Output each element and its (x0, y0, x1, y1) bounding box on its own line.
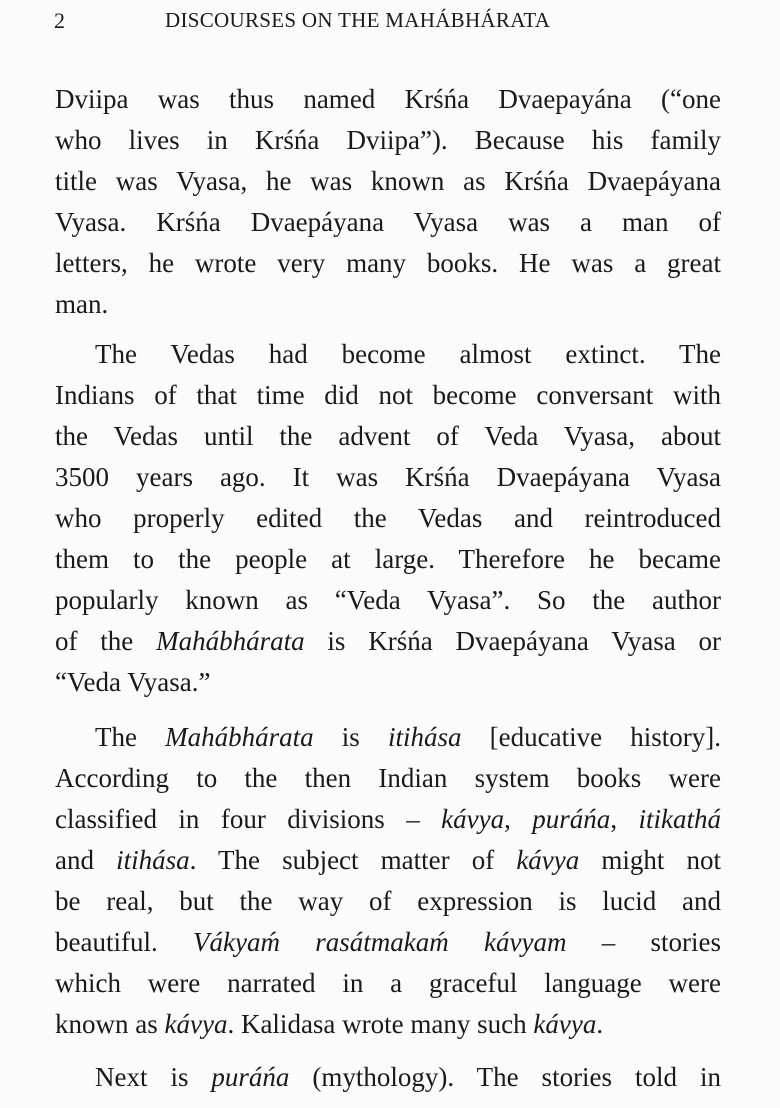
text-segment: the Vedas until the advent of Veda Vyasa, about (55, 421, 721, 451)
italic-term: Mahábhárata (156, 626, 305, 656)
italic-term: kávya (164, 1009, 228, 1039)
text-segment: Indians of that time did not become conversant with (55, 380, 721, 410)
text-segment: known as (55, 1009, 165, 1039)
text-segment: Next is (95, 1062, 212, 1092)
text-segment: of the (55, 626, 157, 656)
text-line (55, 1004, 721, 1045)
text-segment: them to the people at large. Therefore he became (55, 544, 721, 574)
italic-term: puráńa (211, 1062, 290, 1092)
text-line (55, 457, 721, 498)
text-segment: title was Vyasa, he was known as Krśńa Dvaepáyana (55, 166, 721, 196)
text-line (55, 334, 721, 375)
italic-term: itihása (387, 722, 462, 752)
text-segment: is Krśńa Dvaepáyana Vyasa or (304, 626, 721, 656)
text-segment: who lives in Krśńa Dviipa”). Because his family (55, 125, 721, 155)
text-segment: – stories (566, 927, 722, 957)
text-segment: The (95, 722, 166, 752)
italic-term: Vákyaḿ rasátmakaḿ kávyam (193, 927, 567, 957)
italic-term: itihása (116, 845, 190, 875)
text-line (55, 120, 721, 161)
text-segment: popularly known as “Veda Vyasa”. So the author (55, 585, 721, 615)
text-segment: (mythology). The stories told in (289, 1062, 721, 1092)
text-segment: man. (55, 289, 109, 319)
text-segment: 3500 years ago. It was Krśńa Dvaepáyana Vyasa (55, 462, 721, 492)
text-segment: [educative history]. (461, 722, 721, 752)
text-segment: The Vedas had become almost extinct. The (95, 339, 721, 369)
text-line (55, 840, 721, 881)
text-segment: . The subject matter of (189, 845, 517, 875)
text-line (55, 963, 721, 1004)
text-segment: . (596, 1009, 604, 1039)
italic-term: itikathá (638, 804, 721, 834)
text-segment: which were narrated in a graceful language were (55, 968, 721, 998)
text-line (55, 717, 721, 758)
italic-term: kávya (441, 804, 505, 834)
italic-term: Mahábhárata (165, 722, 314, 752)
running-title: DISCOURSES ON THE MAHÁBHÁRATA (165, 8, 551, 32)
text-line (55, 161, 721, 202)
text-segment: and (55, 845, 117, 875)
text-line (55, 922, 721, 963)
italic-term: kávya (533, 1009, 597, 1039)
text-segment: , (504, 804, 533, 834)
paragraph (55, 79, 721, 325)
text-segment: “Veda Vyasa.” (55, 667, 211, 697)
text-line (55, 284, 721, 325)
text-line (55, 416, 721, 457)
italic-term: kávya (516, 845, 580, 875)
text-line (55, 539, 721, 580)
text-segment: Dviipa was thus named Krśńa Dvaepayána (“one (55, 84, 721, 114)
text-segment: classified in four divisions – (55, 804, 442, 834)
text-line (55, 758, 721, 799)
text-segment: letters, he wrote very many books. He was a great (55, 248, 721, 278)
text-line (55, 202, 721, 243)
text-segment: who properly edited the Vedas and reintroduced (55, 503, 721, 533)
text-line (55, 375, 721, 416)
text-segment: is (313, 722, 388, 752)
paragraph (55, 717, 721, 1045)
page-number: 2 (54, 8, 65, 33)
paragraph (55, 1057, 721, 1098)
text-segment: Vyasa. Krśńa Dvaepáyana Vyasa was a man of (55, 207, 721, 237)
paragraph (55, 334, 721, 703)
text-segment: be real, but the way of expression is lucid and (55, 886, 721, 916)
text-line (55, 79, 721, 120)
text-line (55, 243, 721, 284)
text-line (55, 881, 721, 922)
italic-term: puráńa (532, 804, 611, 834)
text-segment: , (610, 804, 639, 834)
text-segment: . Kalidasa wrote many such (227, 1009, 534, 1039)
text-segment: beautiful. (55, 927, 193, 957)
text-line (55, 580, 721, 621)
text-segment: According to the then Indian system books were (55, 763, 721, 793)
text-line (55, 498, 721, 539)
text-line (55, 1057, 721, 1098)
text-line (55, 799, 721, 840)
text-line (55, 621, 721, 662)
text-segment: might not (579, 845, 722, 875)
text-line (55, 662, 721, 703)
